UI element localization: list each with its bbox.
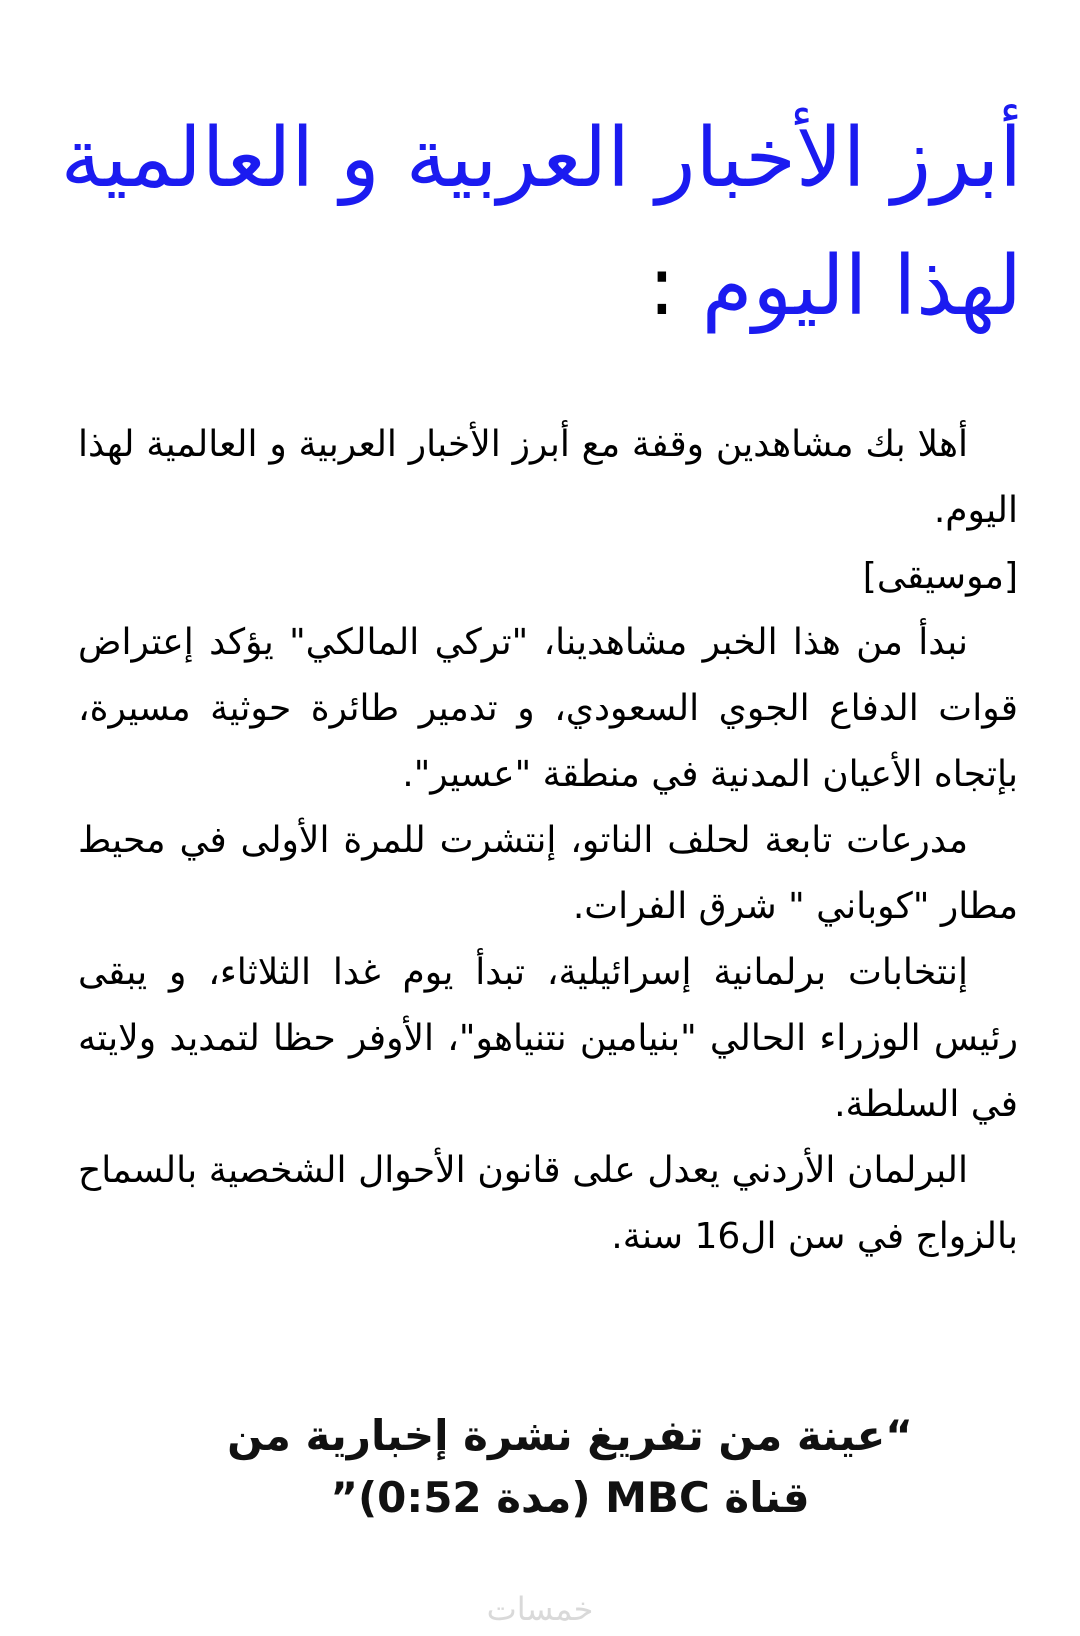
headline-colon: : xyxy=(647,239,676,334)
transcript-paragraph-israel-elections: إنتخابات برلمانية إسرائيلية، تبدأ يوم غدا الثلاثاء، و يبقى رئيس الوزراء الحالي "بنيامين نتنياهو"، الأوفر حظا لتمديد ولايته في السلطة. xyxy=(78,952,1018,1125)
headline-text: أبرز الأخبار العربية و العالمية لهذا اليوم xyxy=(60,111,1022,334)
transcript-paragraph-saudi-defense: نبدأ من هذا الخبر مشاهدينا، "تركي المالكي" يؤكد إعتراض قوات الدفاع الجوي السعودي، و تدمير طائرة حوثية مسيرة، بإتجاه الأعيان المدنية في منطقة "عسير". xyxy=(78,622,1018,795)
transcript-body xyxy=(78,412,1018,1270)
transcript-paragraph-nato: مدرعات تابعة لحلف الناتو، إنتشرت للمرة الأولى في محيط مطار "كوباني " شرق الفرات. xyxy=(78,820,1018,927)
headline xyxy=(40,95,1022,351)
transcript-paragraph-intro: أهلا بك مشاهدين وقفة مع أبرز الأخبار العربية و العالمية لهذا اليوم. xyxy=(78,424,1018,531)
transcript-music-note: [موسيقى] xyxy=(862,556,1018,597)
sample-caption: “عينة من تفريغ نشرة إخبارية من قناة MBC (مدة 0:52)” xyxy=(227,1411,913,1522)
transcript-paragraph-jordan-parliament: البرلمان الأردني يعدل على قانون الأحوال الشخصية بالسماح بالزواج في سن ال16 سنة. xyxy=(78,1150,1018,1257)
khamsat-watermark: خمسات xyxy=(486,1590,594,1628)
